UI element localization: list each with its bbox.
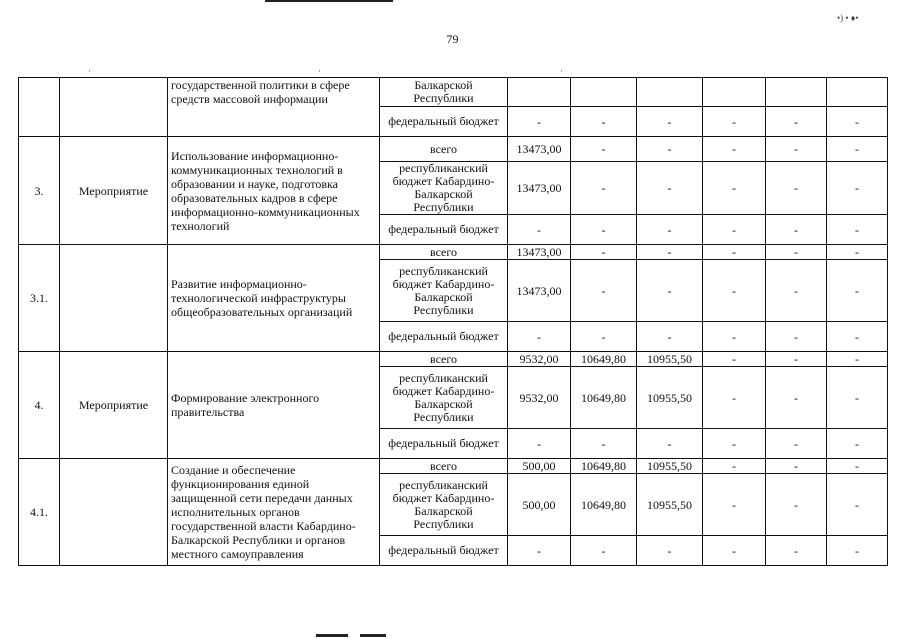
amount-cell: 10649,80	[571, 352, 637, 367]
scan-mark	[360, 634, 386, 637]
amount-cell: -	[827, 474, 888, 536]
amount-cell: -	[637, 322, 703, 352]
scan-speck: ·	[318, 66, 321, 76]
amount-cell: -	[508, 107, 571, 137]
amount-cell	[508, 78, 571, 107]
amount-cell: 10649,80	[571, 474, 637, 536]
budget-table	[18, 77, 888, 566]
amount-cell: 9532,00	[508, 352, 571, 367]
funding-source: всего	[380, 352, 508, 367]
activity-name: Создание и обеспечение функционирования единой защищенной сети передачи данных исполнительных органов государственной власти Кабардино-Балкарской Республики и органов местного самоуправления	[168, 459, 380, 566]
amount-cell: 13473,00	[508, 245, 571, 260]
amount-cell: -	[637, 215, 703, 245]
amount-cell: -	[571, 260, 637, 322]
row-type	[60, 245, 168, 352]
funding-source: федеральный бюджет	[380, 429, 508, 459]
amount-cell: -	[637, 245, 703, 260]
amount-cell: -	[827, 322, 888, 352]
amount-cell: -	[571, 536, 637, 566]
amount-cell: -	[703, 162, 766, 215]
amount-cell: 10955,50	[637, 367, 703, 429]
row-number: 3.1.	[19, 245, 60, 352]
top-edge-line	[265, 0, 393, 2]
amount-cell: -	[766, 352, 827, 367]
amount-cell: -	[637, 107, 703, 137]
amount-cell: -	[827, 429, 888, 459]
row-number: 3.	[19, 137, 60, 245]
amount-cell: -	[571, 245, 637, 260]
amount-cell	[703, 78, 766, 107]
activity-name: государственной политики в сфере средств массовой информации	[168, 78, 380, 137]
amount-cell: -	[703, 352, 766, 367]
amount-cell: -	[827, 367, 888, 429]
amount-cell	[571, 78, 637, 107]
amount-cell: -	[703, 260, 766, 322]
amount-cell: 13473,00	[508, 260, 571, 322]
amount-cell: -	[637, 429, 703, 459]
amount-cell: 10955,50	[637, 459, 703, 474]
amount-cell: -	[827, 137, 888, 162]
amount-cell: -	[508, 322, 571, 352]
funding-source: всего	[380, 245, 508, 260]
amount-cell: -	[827, 260, 888, 322]
amount-cell: -	[766, 367, 827, 429]
amount-cell: -	[508, 215, 571, 245]
row-type	[60, 459, 168, 566]
amount-cell: -	[571, 107, 637, 137]
funding-source: Балкарской Республики	[380, 78, 508, 107]
amount-cell: -	[766, 429, 827, 459]
amount-cell: -	[508, 429, 571, 459]
amount-cell: -	[766, 215, 827, 245]
scan-speck: ·	[88, 66, 91, 76]
amount-cell: -	[637, 536, 703, 566]
amount-cell: -	[571, 162, 637, 215]
funding-source: федеральный бюджет	[380, 536, 508, 566]
amount-cell: -	[827, 352, 888, 367]
funding-source: федеральный бюджет	[380, 107, 508, 137]
amount-cell: -	[571, 137, 637, 162]
amount-cell: -	[827, 536, 888, 566]
amount-cell: -	[703, 459, 766, 474]
page-number: 79	[446, 32, 459, 46]
amount-cell: -	[703, 137, 766, 162]
row-number: 4.	[19, 352, 60, 459]
funding-source: всего	[380, 137, 508, 162]
funding-source: всего	[380, 459, 508, 474]
amount-cell: -	[766, 162, 827, 215]
amount-cell: 500,00	[508, 474, 571, 536]
amount-cell	[827, 78, 888, 107]
amount-cell: -	[571, 215, 637, 245]
amount-cell: -	[571, 322, 637, 352]
activity-name: Формирование электронного правительства	[168, 352, 380, 459]
row-number: 4.1.	[19, 459, 60, 566]
amount-cell: -	[703, 367, 766, 429]
amount-cell: 10955,50	[637, 474, 703, 536]
amount-cell: -	[766, 536, 827, 566]
amount-cell: 13473,00	[508, 162, 571, 215]
amount-cell: -	[703, 429, 766, 459]
amount-cell: -	[637, 137, 703, 162]
amount-cell: -	[571, 429, 637, 459]
amount-cell: -	[827, 459, 888, 474]
amount-cell: -	[766, 107, 827, 137]
table-row	[19, 459, 888, 474]
table-row	[19, 352, 888, 367]
funding-source: республиканский бюджет Кабардино-Балкарской Республики	[380, 162, 508, 215]
funding-source: республиканский бюджет Кабардино-Балкарской Республики	[380, 474, 508, 536]
corner-marks: •) • ♦•	[837, 13, 859, 23]
funding-source: республиканский бюджет Кабардино-Балкарской Республики	[380, 260, 508, 322]
amount-cell: -	[508, 536, 571, 566]
activity-name: Развитие информационно-технологической инфраструктуры общеобразовательных организаций	[168, 245, 380, 352]
table-row	[19, 78, 888, 107]
amount-cell: -	[703, 474, 766, 536]
scan-mark	[316, 634, 348, 637]
amount-cell: -	[827, 215, 888, 245]
activity-name: Использование информационно-коммуникационных технологий в образовании и науке, подготовка образовательных кадров в сфере информационно-коммуникационных технологий	[168, 137, 380, 245]
amount-cell: -	[703, 215, 766, 245]
amount-cell: 10649,80	[571, 367, 637, 429]
amount-cell: -	[827, 107, 888, 137]
amount-cell: -	[766, 322, 827, 352]
amount-cell: -	[703, 245, 766, 260]
row-type: Мероприятие	[60, 137, 168, 245]
amount-cell: -	[703, 536, 766, 566]
amount-cell: -	[766, 474, 827, 536]
amount-cell: -	[637, 260, 703, 322]
amount-cell: 10649,80	[571, 459, 637, 474]
amount-cell: 500,00	[508, 459, 571, 474]
amount-cell: 9532,00	[508, 367, 571, 429]
row-type	[60, 78, 168, 137]
amount-cell: 10955,50	[637, 352, 703, 367]
amount-cell: -	[827, 245, 888, 260]
scan-speck: ·	[560, 66, 563, 76]
amount-cell: -	[766, 260, 827, 322]
amount-cell: 13473,00	[508, 137, 571, 162]
row-number	[19, 78, 60, 137]
amount-cell: -	[827, 162, 888, 215]
funding-source: федеральный бюджет	[380, 322, 508, 352]
amount-cell: -	[703, 322, 766, 352]
table-row	[19, 245, 888, 260]
funding-source: федеральный бюджет	[380, 215, 508, 245]
amount-cell: -	[637, 162, 703, 215]
row-type: Мероприятие	[60, 352, 168, 459]
amount-cell: -	[766, 137, 827, 162]
amount-cell: -	[703, 107, 766, 137]
amount-cell	[637, 78, 703, 107]
funding-source: республиканский бюджет Кабардино-Балкарской Республики	[380, 367, 508, 429]
amount-cell: -	[766, 245, 827, 260]
amount-cell: -	[766, 459, 827, 474]
table-row	[19, 137, 888, 162]
amount-cell	[766, 78, 827, 107]
